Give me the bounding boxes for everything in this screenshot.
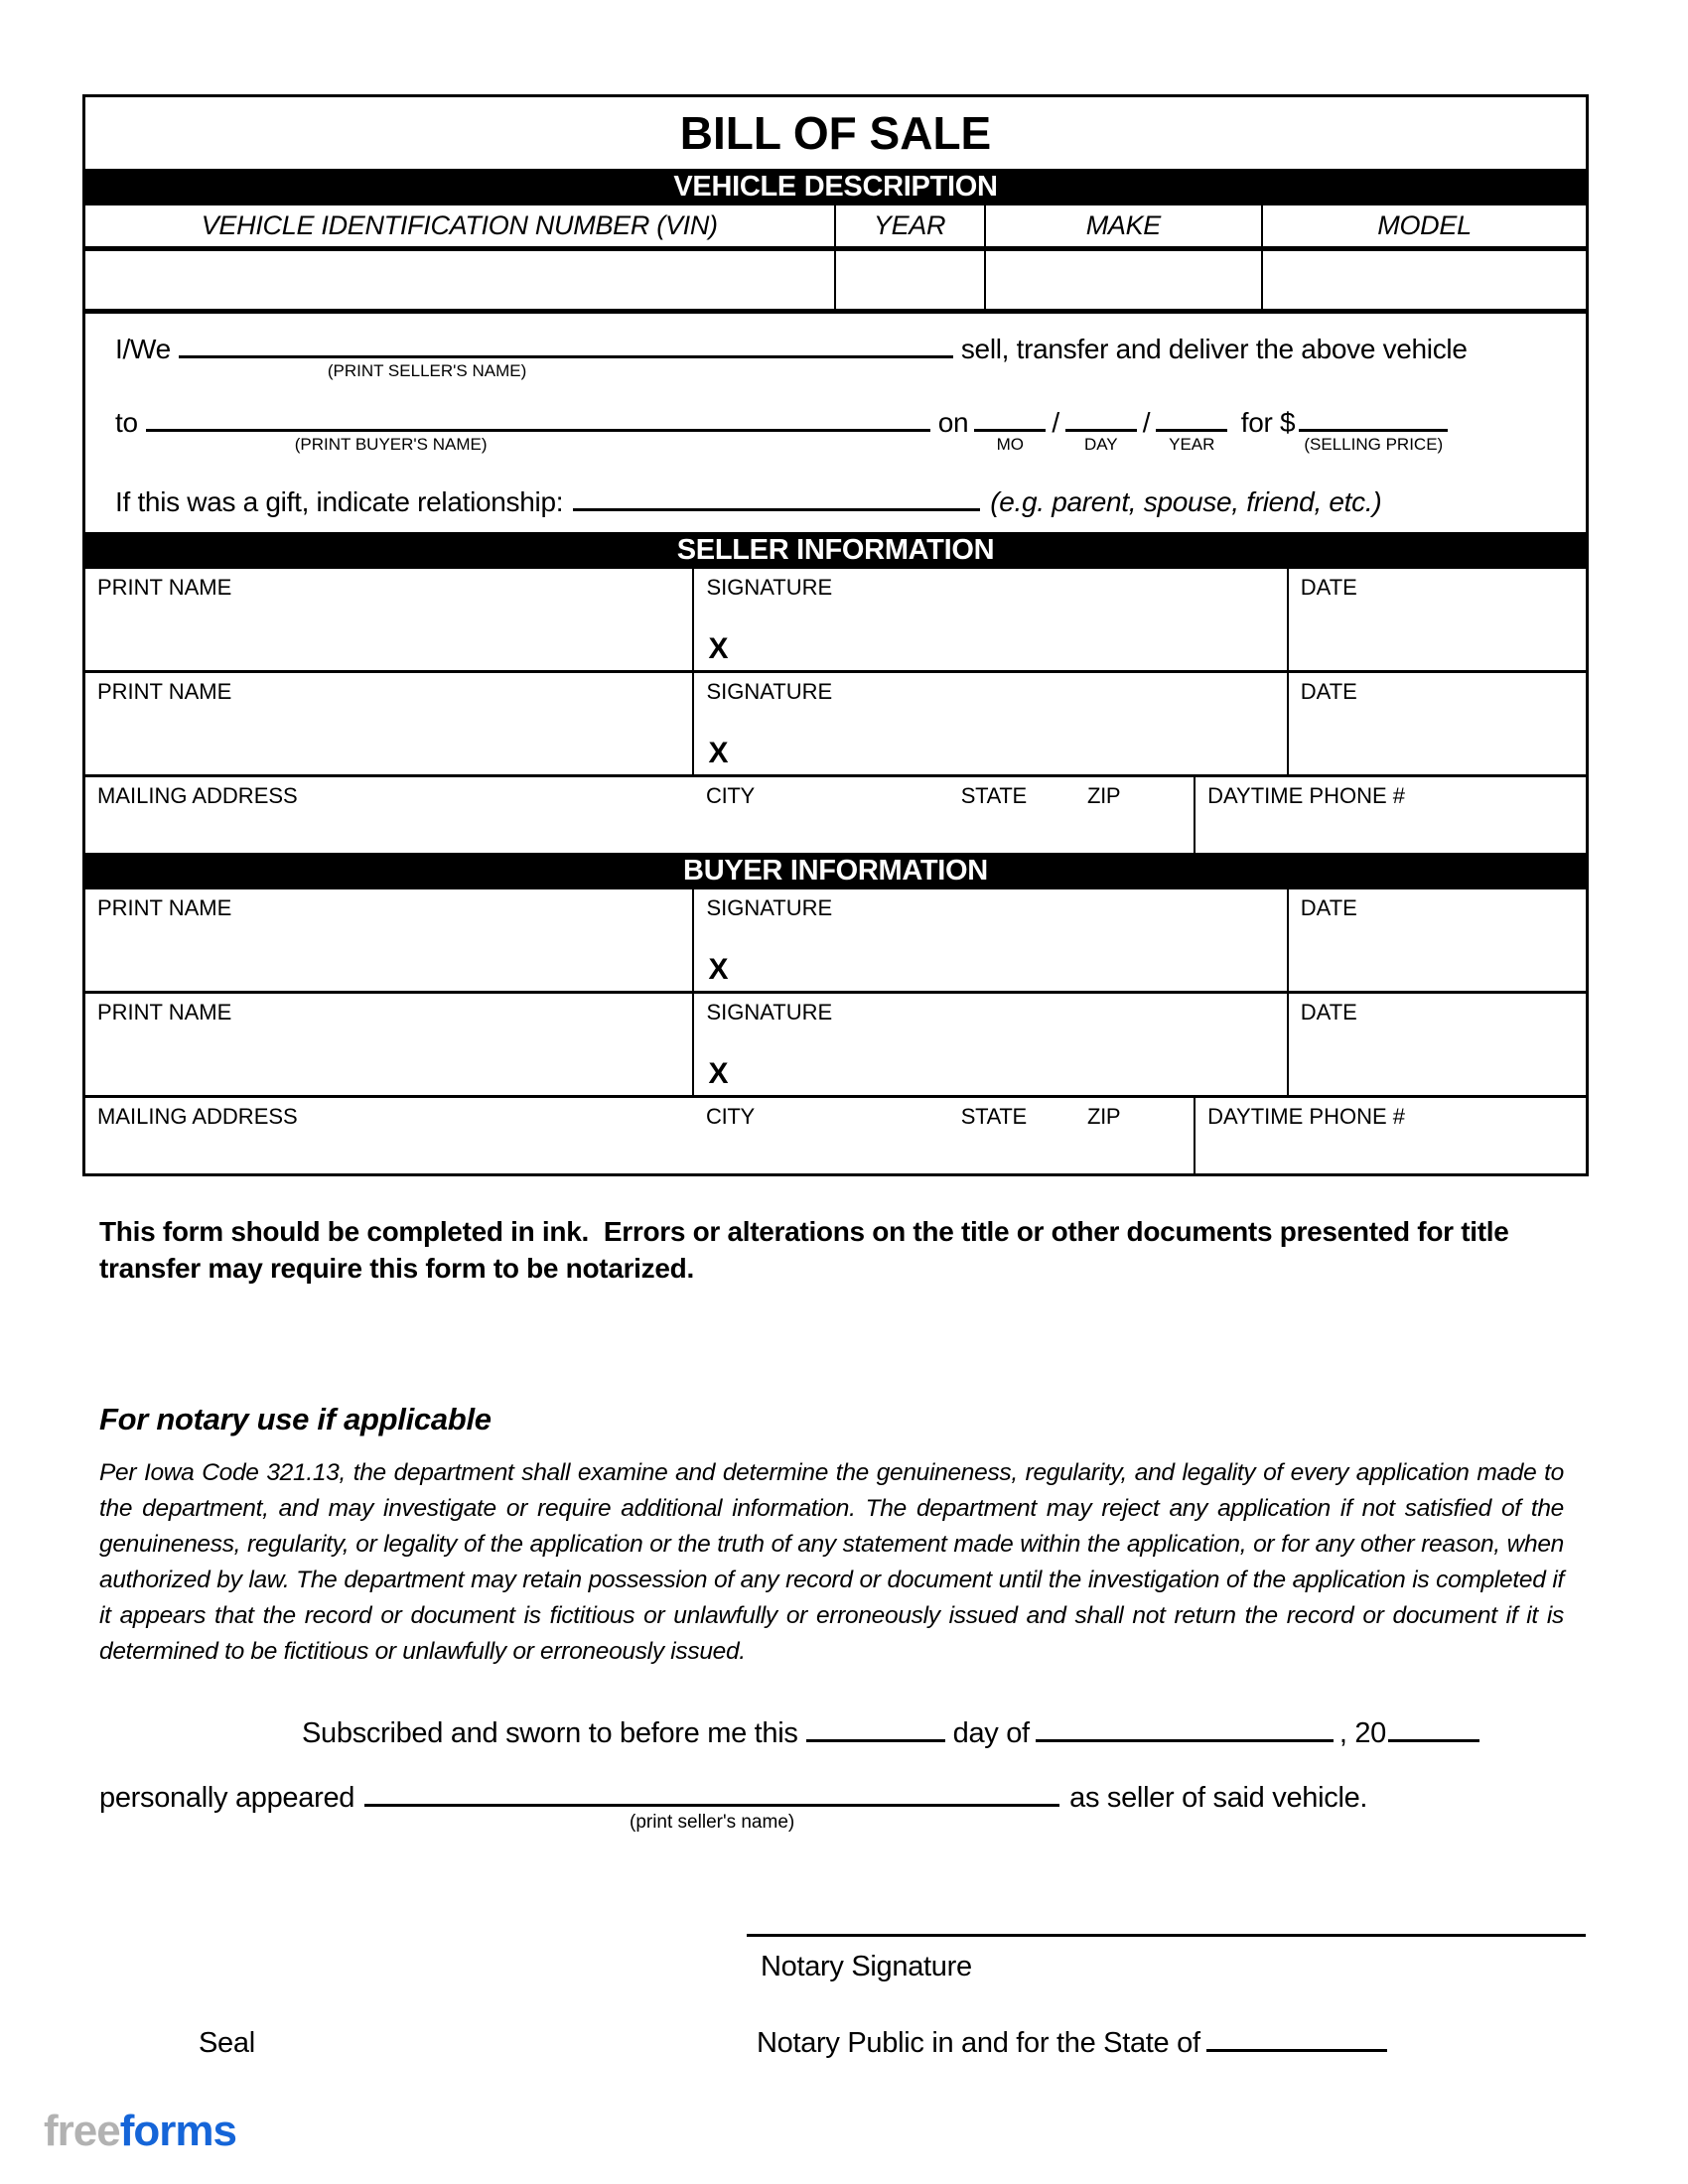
notary-signature-area[interactable] (747, 1934, 1586, 1983)
seller-name-blank[interactable] (179, 352, 953, 380)
gift-example-hint: (e.g. parent, spouse, friend, etc.) (990, 486, 1382, 517)
iwe-label: I/We (115, 334, 171, 364)
notary-signature-label: Notary Signature (761, 1951, 972, 1982)
signature-label: SIGNATURE (706, 1000, 833, 1024)
to-label: to (115, 407, 138, 438)
personally-appeared-line (99, 1782, 1368, 1833)
sworn-day-blank[interactable] (806, 1736, 945, 1742)
sworn-text-2: day of (952, 1717, 1030, 1749)
iowa-code-paragraph: Per Iowa Code 321.13, the department shall examine and determine the genuineness, regularity, and legality of every application made to the department, and may investigate or require additional information. The department may reject any application if not satisfied of the genuineness, regularity, or legality of the application or the truth of any statement made within the application, or for any other reason, when authorized by law. The department may retain possession of any record or document until the investigation of the application is completed if it appears that the record or document is fictitious or unlawfully or erroneously issued and shall not return the record or document if it is determined to be fictitious or unlawfully or erroneously issued. (99, 1459, 1564, 1665)
vin-input-cell[interactable] (85, 251, 836, 309)
appeared-seller-name-hint: (print seller's name) (629, 1812, 795, 1833)
vehicle-columns-header-row (85, 205, 1586, 251)
notary-state-blank[interactable] (1206, 2046, 1387, 2052)
seller-name-hint: (PRINT SELLER'S NAME) (327, 361, 527, 380)
make-column-header: MAKE (986, 205, 1264, 246)
seller-mailing-address-cell[interactable] (85, 777, 1196, 853)
ink-instruction-note: This form should be completed in ink. Errors or alterations on the title or other documents presented for title transfer may require this form to be notarized. (99, 1216, 1516, 1284)
mailing-address-label: MAILING ADDRESS (97, 783, 298, 808)
seller-row-1 (85, 569, 1586, 673)
buyer-mailing-address-cell[interactable] (85, 1098, 1196, 1173)
buyer-print-name-cell-2[interactable] (85, 994, 694, 1095)
date-slash-2: / (1142, 407, 1151, 438)
notary-public-text: Notary Public in and for the State of (757, 2027, 1200, 2059)
form-box (82, 94, 1589, 1176)
seller-statement-line (115, 334, 1556, 380)
buyer-statement-line (115, 407, 1556, 454)
signature-x-mark: X (708, 632, 729, 665)
buyer-date-cell-1[interactable] (1289, 889, 1586, 991)
buyer-date-cell-2[interactable] (1289, 994, 1586, 1095)
for-dollar-label: for $ (1240, 407, 1296, 438)
gift-relationship-blank[interactable] (573, 505, 980, 511)
buyer-row-1 (85, 889, 1586, 994)
gift-label: If this was a gift, indicate relationship: (115, 486, 564, 517)
print-name-label: PRINT NAME (97, 679, 232, 704)
daytime-phone-label: DAYTIME PHONE # (1207, 1104, 1405, 1129)
buyer-address-row (85, 1098, 1586, 1173)
notary-section-heading: For notary use if applicable (99, 1402, 492, 1436)
seller-date-cell-2[interactable] (1289, 673, 1586, 774)
date-label: DATE (1300, 1000, 1357, 1024)
signature-label: SIGNATURE (706, 679, 833, 704)
date-label: DATE (1300, 895, 1357, 920)
on-label: on (937, 407, 969, 438)
signature-x-mark: X (708, 737, 729, 769)
print-name-label: PRINT NAME (97, 895, 232, 920)
day-blank[interactable] (1065, 426, 1137, 454)
seller-signature-cell-1[interactable] (694, 569, 1288, 670)
month-blank[interactable] (974, 426, 1046, 454)
seller-address-row (85, 777, 1586, 853)
state-label: STATE (960, 1104, 1027, 1129)
logo-free-text: free (44, 2107, 120, 2155)
print-name-label: PRINT NAME (97, 575, 232, 600)
sale-statement-block (85, 314, 1586, 532)
form-title: BILL OF SALE (679, 107, 992, 159)
sell-transfer-text: sell, transfer and deliver the above vehicle (960, 334, 1468, 364)
sworn-year-blank[interactable] (1388, 1736, 1479, 1742)
logo-forms-text: forms (119, 2107, 236, 2155)
buyer-row-2 (85, 994, 1586, 1098)
vehicle-description-header: VEHICLE DESCRIPTION (85, 169, 1586, 205)
buyer-name-blank[interactable] (146, 426, 930, 454)
appeared-text-2: as seller of said vehicle. (1069, 1782, 1368, 1814)
appeared-seller-name-blank[interactable] (364, 1801, 1059, 1833)
buyer-information-header: BUYER INFORMATION (85, 853, 1586, 889)
date-label: DATE (1300, 679, 1357, 704)
sworn-month-blank[interactable] (1036, 1736, 1334, 1742)
seller-print-name-cell-2[interactable] (85, 673, 694, 774)
seller-date-cell-1[interactable] (1289, 569, 1586, 670)
zip-label: ZIP (1086, 783, 1121, 808)
signature-label: SIGNATURE (706, 575, 833, 600)
mailing-address-label: MAILING ADDRESS (97, 1104, 298, 1129)
state-label: STATE (960, 783, 1027, 808)
year-blank[interactable] (1156, 426, 1227, 454)
appeared-text-1: personally appeared (99, 1782, 355, 1814)
buyer-phone-cell[interactable] (1196, 1098, 1586, 1173)
seal-label: Seal (199, 2027, 255, 2059)
model-input-cell[interactable] (1263, 251, 1586, 309)
daytime-phone-label: DAYTIME PHONE # (1207, 783, 1405, 808)
model-column-header: MODEL (1377, 210, 1472, 240)
vehicle-input-row (85, 251, 1586, 314)
buyer-signature-cell-2[interactable] (694, 994, 1288, 1095)
sworn-statement-line (99, 1717, 1589, 1750)
day-hint: DAY (1083, 435, 1118, 454)
sworn-text-3: , 20 (1338, 1717, 1386, 1749)
city-label: CITY (706, 783, 755, 808)
year-hint: YEAR (1169, 435, 1215, 454)
buyer-signature-cell-1[interactable] (694, 889, 1288, 991)
vin-column-header: VEHICLE IDENTIFICATION NUMBER (VIN) (85, 205, 836, 246)
zip-label: ZIP (1086, 1104, 1121, 1129)
sworn-text-1: Subscribed and sworn to before me this (302, 1717, 798, 1749)
seller-print-name-cell-1[interactable] (85, 569, 694, 670)
month-hint: MO (996, 435, 1025, 454)
signature-label: SIGNATURE (706, 895, 833, 920)
gift-line (115, 486, 1556, 518)
make-input-cell[interactable] (986, 251, 1264, 309)
city-label: CITY (706, 1104, 755, 1129)
buyer-name-hint: (PRINT BUYER'S NAME) (294, 435, 488, 454)
notary-public-state-line (757, 2027, 1387, 2060)
date-slash-1: / (1052, 407, 1059, 438)
year-column-header: YEAR (836, 205, 986, 246)
print-name-label: PRINT NAME (97, 1000, 232, 1024)
freeforms-logo (44, 2107, 236, 2156)
year-input-cell[interactable] (836, 251, 986, 309)
selling-price-hint: (SELLING PRICE) (1304, 435, 1444, 454)
selling-price-blank[interactable] (1299, 426, 1448, 454)
signature-x-mark: X (708, 953, 729, 986)
seller-information-header: SELLER INFORMATION (85, 532, 1586, 569)
seller-signature-cell-2[interactable] (694, 673, 1288, 774)
date-label: DATE (1300, 575, 1357, 600)
seller-row-2 (85, 673, 1586, 777)
buyer-print-name-cell-1[interactable] (85, 889, 694, 991)
signature-x-mark: X (708, 1057, 729, 1090)
seller-phone-cell[interactable] (1196, 777, 1586, 853)
